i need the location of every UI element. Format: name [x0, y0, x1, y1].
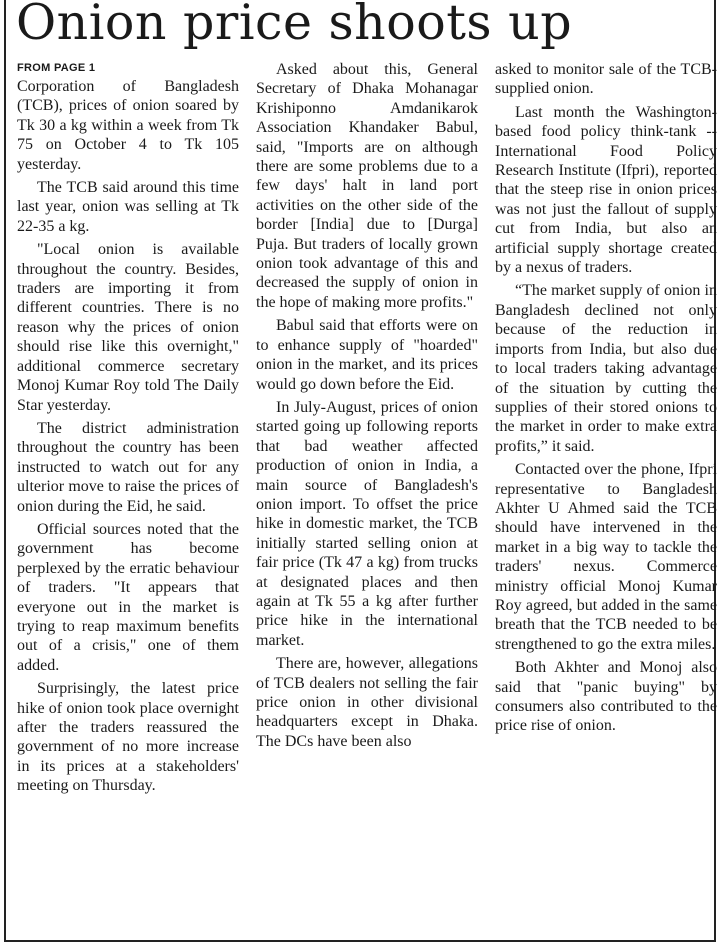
headline: Onion price shoots up — [16, 0, 573, 51]
paragraph: Babul said that efforts were on to enhance supply of "hoarded" onion in the market, and its prices would go down before the Eid. — [256, 317, 478, 393]
paragraph: asked to monitor sale of the TCB-supplied onion. — [495, 61, 717, 98]
paragraph: In July-August, prices of onion started going up following reports that bad weather affected production of onion in India, a main source of Bangladesh's onion import. To offset the price hike in domestic market, the TCB initially started selling onion at fair price (Tk 47 a kg) from trucks at designated places and then again at Tk 55 a kg after further price hike in the international market. — [256, 398, 478, 649]
paragraph: Asked about this, General Secretary of Dhaka Mohanagar Krishiponno Amdanikarok Association Khandaker Babul, said, "Imports are on although there are some problems due to a few days' halt in land port activities on the other side of the border [India] due to [Durga] Puja. But traders of locally grown onion took advantage of this and decreased the supply of onion in the hope of making more profits." — [256, 61, 478, 311]
paragraph: Surprisingly, the latest price hike of onion took place overnight after the traders reassured the government of no more increase in its prices at a stakeholders' meeting on Thursday. — [17, 680, 239, 795]
paragraph: Official sources noted that the government has become perplexed by the erratic behaviour of traders. "It appears that everyone out in the market is trying to reap maximum benefits out of a crisis," one of them added. — [17, 520, 239, 674]
paragraph: There are, however, allegations of TCB dealers not selling the fair price onion in other divisional headquarters except in Dhaka. The DCs have been also — [256, 655, 478, 750]
column-2 — [256, 60, 478, 755]
paragraph: Last month the Washington-based food policy think-tank -- International Food Policy Research Institute (Ifpri), reported that the steep rise in onion prices was not just the fallout of supply cut from India, but also an artificial supply shortage created by a nexus of traders. — [495, 103, 717, 277]
kicker: FROM PAGE 1 — [17, 62, 96, 74]
column-1 — [17, 60, 239, 800]
paragraph: The district administration throughout the country has been instructed to watch out for any ulterior move to raise the prices of onion during the Eid, he said. — [17, 419, 239, 515]
paragraph: Both Akhter and Monoj also said that "panic buying" by consumers also contributed to the price rise of onion. — [495, 659, 717, 735]
column-3 — [495, 60, 717, 740]
paragraph: The TCB said around this time last year, onion was selling at Tk 22-35 a kg. — [17, 179, 239, 235]
paragraph: Corporation of Bangladesh (TCB), prices of onion soared by Tk 30 a kg within a week from Tk 75 on October 4 to Tk 105 yesterday. — [17, 78, 239, 173]
paragraph: "Local onion is available throughout the country. Besides, traders are importing it from different countries. There is no reason why the prices of onion should rise like this overnight," additional commerce secretary Monoj Kumar Roy told The Daily Star yesterday. — [17, 241, 239, 414]
paragraph: Contacted over the phone, Ifpri representative to Bangladesh Akhter U Ahmed said the TCB should have intervened in the market in a big way to tackle the traders' nexus. Commerce ministry official Monoj Kumar Roy agreed, but added in the same breath that the TCB needed to be strengthened to go the extra miles. — [495, 461, 717, 653]
paragraph: “The market supply of onion in Bangladesh declined not only because of the reduction in imports from India, but also due to local traders taking advantage of the situation by cutting the supplies of their stored onions to the market in order to make extra profits,” it said. — [495, 282, 717, 455]
